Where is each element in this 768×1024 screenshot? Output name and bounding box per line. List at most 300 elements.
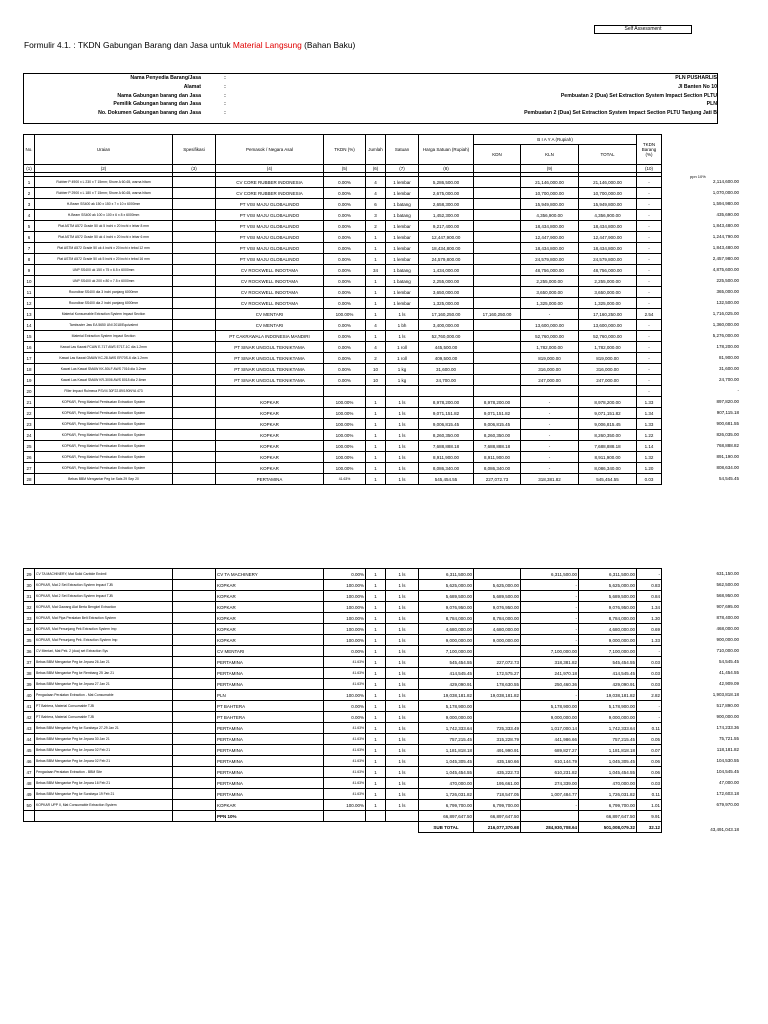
title-highlight: Material Langsung (232, 40, 302, 50)
cell (173, 624, 216, 635)
cell: 8,784,000.00 (579, 613, 637, 624)
cell: 100.00% (324, 602, 366, 613)
cell: 2,255,000.00 (579, 276, 637, 287)
cell: 0.00% (324, 199, 366, 210)
cell: 32 (24, 602, 35, 613)
cell (173, 679, 216, 690)
cell: - (637, 298, 662, 309)
cell: KOPKAR (216, 408, 324, 419)
cell: 2,675,000.00 (419, 188, 474, 199)
table-row (24, 364, 662, 375)
cell: 1 (24, 177, 35, 188)
cell: 4 (366, 188, 386, 199)
cell: 13 (24, 309, 35, 320)
cell: 1 ls (386, 767, 419, 778)
cell: PT VISI MAJU GLOBALINDO (216, 210, 324, 221)
cell: PT Bahtera, Material Consumable TJB (35, 701, 173, 712)
cell: 8,260,350.00 (579, 430, 637, 441)
cell: 9,071,151.82 (474, 408, 521, 419)
cell (173, 287, 216, 298)
info-box (23, 73, 718, 124)
table-row (24, 177, 662, 188)
ppn-value: 4,875,600.00 (712, 267, 739, 272)
table-row (24, 232, 662, 243)
ppn-value: 1,903,818.18 (712, 692, 739, 697)
cell: 5,178,900.00 (579, 701, 637, 712)
cell: - (521, 419, 579, 430)
cell: 1 (366, 331, 386, 342)
ppn-value: 1,594,980.00 (712, 201, 739, 206)
cell: 0.00% (324, 232, 366, 243)
cell: 41.63% (324, 767, 366, 778)
cell: 24,579,800.00 (579, 254, 637, 265)
cell: KOPKAR (216, 463, 324, 474)
cell: 13,600,000.00 (521, 320, 579, 331)
cell: - (637, 265, 662, 276)
cell: 1 (366, 309, 386, 320)
cell: KOPKAR (216, 452, 324, 463)
cell: 4 (366, 177, 386, 188)
cell: - (521, 591, 579, 602)
cell: 1 (366, 419, 386, 430)
info-row (24, 92, 717, 101)
cell (474, 342, 521, 353)
cell: 1 (366, 397, 386, 408)
cell: 100.00% (324, 309, 366, 320)
cell: 0.00% (324, 298, 366, 309)
cell: 9,000,000.00 (521, 712, 579, 723)
cell: 10 (24, 276, 35, 287)
cell: 18,434,800.00 (579, 243, 637, 254)
cell: - (637, 221, 662, 232)
cell (173, 419, 216, 430)
cell: 1 (366, 287, 386, 298)
ppn-value: 75,721.55 (718, 736, 739, 741)
cell: - (637, 188, 662, 199)
ppn-value: 225,500.00 (716, 278, 739, 283)
cell (173, 309, 216, 320)
cell: 41.63% (324, 679, 366, 690)
cell: 1.20 (637, 463, 662, 474)
cell (35, 811, 173, 822)
cell: - (637, 646, 662, 657)
cell: KOPKAR (216, 635, 324, 646)
header-harga: Harga Satuan (Rupiah) (419, 135, 474, 165)
self-assessment-badge: Self Assessment (594, 25, 692, 34)
cell: H-Beam SS400 ak 100 x 100 x 6 x 8 x 6000mm (35, 210, 173, 221)
cell: 491,990.91 (474, 745, 521, 756)
cell: 6,311,500.00 (419, 569, 474, 580)
cell: 1,045,454.55 (579, 767, 637, 778)
cell: 1.32 (637, 452, 662, 463)
cell: 19,038,181.82 (419, 690, 474, 701)
cell: Rubber P 2900 x L 180 x T 15mm; Shore A 60-65, warna hitam (35, 188, 173, 199)
cell: 1 ls (386, 474, 419, 485)
table-row (24, 353, 662, 364)
cell: 0.00% (324, 712, 366, 723)
cell: 1 ls (386, 800, 419, 811)
cell: 6,799,700.00 (474, 800, 521, 811)
cell: 4 (24, 210, 35, 221)
cell: - (521, 613, 579, 624)
cell (474, 210, 521, 221)
cell (474, 298, 521, 309)
cell: 10,700,000.00 (521, 188, 579, 199)
cell: Bebas BBM Mengantar Peg ke Jepara 16 Feb 21 (35, 778, 173, 789)
cell: 0.00% (324, 342, 366, 353)
cell: 1 ls (386, 734, 419, 745)
cell: 5 (24, 221, 35, 232)
ppn-value: 104,545.45 (716, 769, 739, 774)
cell: 1 ls (386, 463, 419, 474)
cell: 41.63% (324, 474, 366, 485)
cell: 1 (366, 800, 386, 811)
cell: 1 lembar (386, 243, 419, 254)
table-row (24, 199, 662, 210)
header-biaya: B I A Y A (Rupiah) (474, 135, 637, 145)
cell (173, 734, 216, 745)
cell: 4,680,000.00 (419, 624, 474, 635)
cell: KOPKAR (216, 419, 324, 430)
ppn-value: 568,950.00 (716, 593, 739, 598)
table-row (24, 463, 662, 474)
cell: 100.00% (324, 591, 366, 602)
ppn-value: 768,888.82 (716, 443, 739, 448)
table-row (24, 210, 662, 221)
column-number: (4) (216, 165, 324, 173)
cell: 1 (366, 298, 386, 309)
cell: 100.00% (324, 463, 366, 474)
cell: 1 (366, 767, 386, 778)
cell: 1 kg (386, 375, 419, 386)
cell: 19,038,181.82 (579, 690, 637, 701)
table-row (24, 624, 662, 635)
ppn-value: - (737, 388, 739, 393)
cell: 1 ls (386, 679, 419, 690)
cell: 12,447,900.00 (419, 232, 474, 243)
info-colon: : (224, 101, 226, 108)
cell: - (637, 276, 662, 287)
cell: 0.00% (324, 320, 366, 331)
cell (366, 386, 386, 397)
table-row (24, 408, 662, 419)
cell: 9,006,815.45 (579, 419, 637, 430)
cell: 8,978,200.00 (579, 397, 637, 408)
cell (474, 353, 521, 364)
cell: 2,255,000.00 (521, 276, 579, 287)
cell: 1 (366, 624, 386, 635)
cell: 241,970.18 (521, 668, 579, 679)
cell (173, 320, 216, 331)
cell: 1,782,000.00 (521, 342, 579, 353)
cell: 1.33 (637, 635, 662, 646)
cell: 1,782,000.00 (579, 342, 637, 353)
cell: 15 (24, 331, 35, 342)
cell (474, 375, 521, 386)
cell: PERTAMINA (216, 745, 324, 756)
cell: 1 ls (386, 430, 419, 441)
subtotal-ppn: 43,491,043.18 (710, 827, 739, 832)
cell: - (637, 712, 662, 723)
cell: 1 lembar (386, 232, 419, 243)
cell (521, 386, 579, 397)
cell: 1,452,300.00 (419, 210, 474, 221)
cell: 1,181,818.18 (579, 745, 637, 756)
table-row (24, 756, 662, 767)
cell: 1 (366, 452, 386, 463)
cell: 37 (24, 657, 35, 668)
table-row (24, 474, 662, 485)
cell: 1 roll (386, 342, 419, 353)
cell: Plat ASTM A572 Grade 50 uk 5 inchi x 20 inchi x tebal 16 mm (35, 254, 173, 265)
cell: - (637, 386, 662, 397)
cell: 21 (24, 397, 35, 408)
cell (173, 408, 216, 419)
table-row (24, 452, 662, 463)
header-uraian: Uraian (35, 135, 173, 165)
cell: 315,228.79 (474, 734, 521, 745)
cell: 9.91 (637, 811, 662, 822)
cell: KOPKAR, Peng Material Pembuatan Extraction System (35, 419, 173, 430)
ppn-value: 1,360,000.00 (712, 322, 739, 327)
ppn-value: 178,200.00 (716, 344, 739, 349)
cell: 610,144.79 (521, 756, 579, 767)
cell: 17,160,250.00 (579, 309, 637, 320)
cell: 9,000,000.00 (419, 712, 474, 723)
table-row (24, 635, 662, 646)
cell: 21,146,000.00 (579, 177, 637, 188)
cell: 41.63% (324, 745, 366, 756)
cell: 48,756,000.00 (521, 265, 579, 276)
cell (173, 767, 216, 778)
cell: Kawat Las Kawat SMAW KR-3006 AWS 8018 dia 2.6mm (35, 375, 173, 386)
cell (474, 232, 521, 243)
cell (474, 221, 521, 232)
cell (474, 276, 521, 287)
cell: 1 (366, 734, 386, 745)
table-row (24, 602, 662, 613)
cell: 429,090.91 (419, 679, 474, 690)
ppn-value: 118,181.82 (716, 747, 739, 752)
cell: 172,575.27 (474, 668, 521, 679)
cell: 1 batang (386, 199, 419, 210)
cell: 1 ls (386, 613, 419, 624)
cell: 9,000,000.00 (474, 635, 521, 646)
cell: Material Konsumable Extraction System Impact Section (35, 309, 173, 320)
cell: 9,000,000.00 (579, 712, 637, 723)
cell (173, 199, 216, 210)
cell (173, 386, 216, 397)
ppn-value: 878,400.00 (716, 615, 739, 620)
cell: 2 (24, 188, 35, 199)
ppn-value: 907,695.00 (716, 604, 739, 609)
cell: CV CORE RUBBER INDONESIA (216, 188, 324, 199)
cell (474, 569, 521, 580)
cell: KOPKAR, Mat Gawang Alat Berta Bengkel Extraction (35, 602, 173, 613)
cell: 0.11 (637, 723, 662, 734)
table-row (24, 811, 662, 822)
cell: Tambuster Jaw EA 5650 UNI 2018/Equivalent (35, 320, 173, 331)
cell: 725,333.49 (474, 723, 521, 734)
cell (173, 778, 216, 789)
cell: 7,688,888.18 (474, 441, 521, 452)
cell: 1 lembar (386, 177, 419, 188)
cell: Kawat Las Kawat FCAW E-71T AWS E71T-1C dia 1.2mm (35, 342, 173, 353)
cell: 7 (24, 243, 35, 254)
cell: Material Extraction System Impact Section (35, 331, 173, 342)
cell: 414,545.45 (579, 668, 637, 679)
cell: 18,434,800.00 (419, 243, 474, 254)
cell: PERTAMINA (216, 723, 324, 734)
cell: 100.00% (324, 419, 366, 430)
table-row (24, 569, 662, 580)
cell: 1 ls (386, 441, 419, 452)
cell: 100.00% (324, 408, 366, 419)
cell: 17 (24, 353, 35, 364)
cell: 1 ls (386, 657, 419, 668)
cell: 48,756,000.00 (579, 265, 637, 276)
cell: 0.00% (324, 364, 366, 375)
cell: 17,160,250.00 (474, 309, 521, 320)
cell: 18 (24, 364, 35, 375)
header-tkdn: TKDN (%) (324, 135, 366, 165)
cell: 1 (366, 679, 386, 690)
cell: 1 bh (386, 320, 419, 331)
table-row (24, 591, 662, 602)
info-colon: : (224, 110, 226, 117)
cell: KOPKAR, Mat 2 Set Extraction System Impact TJB (35, 591, 173, 602)
cell: Bebas BBM Mengantar Peg ke Surabaya 27-29 Jan 21 (35, 723, 173, 734)
cell (366, 811, 386, 822)
cell: 1,726,031.82 (579, 789, 637, 800)
ppn-value: 54,545.45 (718, 476, 739, 481)
cell: 1 ls (386, 723, 419, 734)
cell (173, 254, 216, 265)
cell: 435,222.73 (474, 767, 521, 778)
cell: KOPKAR, Mat Penunjang Pek. Extraction System Imp (35, 635, 173, 646)
ppn-value: 435,690.00 (716, 212, 739, 217)
ppn-value: 900,000.00 (716, 637, 739, 642)
table-row (24, 789, 662, 800)
cell: 1,045,305.45 (579, 756, 637, 767)
cell: 43 (24, 723, 35, 734)
cell: 414,545.45 (419, 668, 474, 679)
cell: 41.63% (324, 668, 366, 679)
cell: PT Bahtera, Material Consumable TJB (35, 712, 173, 723)
cell: CV TA MACHINERY, Mat Solid Carbide Endmil (35, 569, 173, 580)
items-table-2 (23, 568, 662, 833)
cell: PT SINAR UNGGUL TEKNIKTAMA (216, 364, 324, 375)
cell: 1,181,818.18 (419, 745, 474, 756)
cell: 1 (366, 723, 386, 734)
cell: Bebas BBM Mengantar Peg ke Rembang 25 Jan 21 (35, 668, 173, 679)
cell: KOPKAR, Peng Material Pembuatan Extraction System (35, 408, 173, 419)
cell: 8,784,000.00 (419, 613, 474, 624)
cell: PERTAMINA (216, 657, 324, 668)
cell: 5,178,900.00 (521, 701, 579, 712)
table-row (24, 441, 662, 452)
cell: 1,726,031.82 (419, 789, 474, 800)
cell: 1 ls (386, 397, 419, 408)
cell: 0.05 (637, 734, 662, 745)
cell (173, 375, 216, 386)
cell: 1 ls (386, 668, 419, 679)
cell: 1 lembar (386, 221, 419, 232)
cell: 11 (24, 287, 35, 298)
cell: 31,600.00 (419, 364, 474, 375)
cell: 1,007,484.77 (521, 789, 579, 800)
cell: 18,434,800.00 (521, 243, 579, 254)
cell: 0.00% (324, 221, 366, 232)
cell: 1 (366, 243, 386, 254)
ppn-value: 81,900.00 (718, 355, 739, 360)
cell (474, 265, 521, 276)
cell (173, 342, 216, 353)
cell: 48 (24, 778, 35, 789)
cell: 8,911,900.00 (474, 452, 521, 463)
cell: 1 (366, 441, 386, 452)
cell: 1 (366, 408, 386, 419)
header-total: TOTAL (579, 145, 637, 165)
cell: PT CAKRAWALA INDONESIA MANDIRI (216, 331, 324, 342)
cell: 7,688,888.18 (579, 441, 637, 452)
column-number: (10) (637, 165, 662, 173)
cell (386, 386, 419, 397)
cell: Pengadaan Peralatan Extraction - BBM Site (35, 767, 173, 778)
cell: 1,434,000.00 (419, 265, 474, 276)
header-pemasok: Pemasok / Negara Asal (216, 135, 324, 165)
cell: 1 ls (386, 756, 419, 767)
cell: 1 (366, 591, 386, 602)
cell: 610,231.82 (521, 767, 579, 778)
cell: 41.63% (324, 756, 366, 767)
cell (474, 701, 521, 712)
cell: PERTAMINA (216, 756, 324, 767)
cell: H-Beam SS400 ak 150 x 150 x 7 x 10 x 6000mm (35, 199, 173, 210)
cell: - (637, 243, 662, 254)
cell: 1 lembar (386, 254, 419, 265)
info-colon: : (224, 83, 226, 90)
cell: - (521, 441, 579, 452)
cell: 0.00% (324, 254, 366, 265)
cell: 5,286,500.00 (419, 177, 474, 188)
cell: 0.00% (324, 353, 366, 364)
info-label: Alamat (183, 83, 201, 90)
cell: KOPKAR (216, 397, 324, 408)
table-row (24, 580, 662, 591)
cell: 757,215.45 (579, 734, 637, 745)
cell: 3,400,000.00 (419, 320, 474, 331)
info-value: Jl Banten No 10 (678, 83, 717, 90)
cell: CV ROCKWELL INDOTAMA (216, 287, 324, 298)
cell: KOPKAR, Peng Material Pembuatan Extraction System (35, 397, 173, 408)
cell: 0.00% (324, 331, 366, 342)
cell: 441,986.66 (521, 734, 579, 745)
info-value: PLN PUSHARLIS (675, 75, 717, 81)
cell: - (521, 463, 579, 474)
cell: UNP SS400 uk 150 x 75 x 6.5 x 6000mm (35, 265, 173, 276)
ppn-value: 826,035.00 (716, 432, 739, 437)
cell: 41.63% (324, 723, 366, 734)
cell: 12 (24, 298, 35, 309)
cell: KOPKAR (216, 580, 324, 591)
cell: 1,325,000.00 (419, 298, 474, 309)
cell: 0.00% (324, 569, 366, 580)
cell: - (521, 690, 579, 701)
cell: 10,700,000.00 (579, 188, 637, 199)
cell: Bebas BBM Mengantar Peg ke Jepara 02 Feb 21 (35, 756, 173, 767)
column-number: (9) (521, 165, 579, 173)
